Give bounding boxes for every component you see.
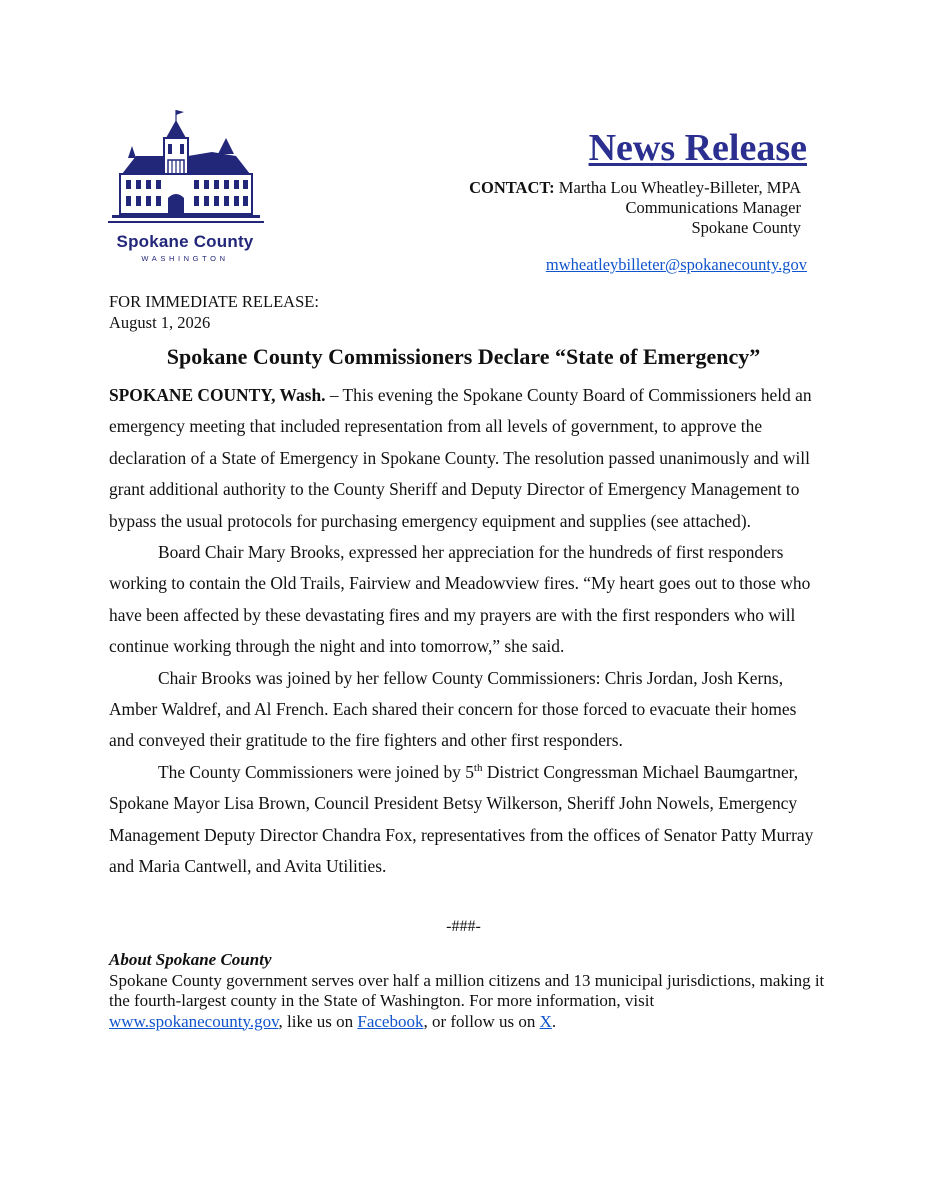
paragraph-4	[109, 757, 821, 883]
end-mark: -###-	[446, 918, 481, 935]
about-text	[109, 971, 829, 1033]
paragraph-4-start: The County Commissioners were joined by 5	[158, 761, 474, 782]
paragraph-1	[109, 380, 821, 537]
about-text-3: , or follow us on	[423, 1011, 540, 1031]
contact-org: Spokane County	[691, 218, 801, 237]
about-heading: About Spokane County	[109, 950, 272, 969]
facebook-link[interactable]: Facebook	[357, 1011, 424, 1031]
contact-label: CONTACT:	[469, 178, 555, 197]
courthouse-icon	[108, 108, 264, 232]
release-label: FOR IMMEDIATE RELEASE:	[109, 292, 319, 311]
about-text-2: , like us on	[278, 1011, 358, 1031]
about-text-4: .	[551, 1011, 557, 1031]
logo-state: WASHINGTON	[141, 254, 229, 263]
paragraph-4-rest: District Congressman Michael Baumgartner, Spokane Mayor Lisa Brown, Council President Betsy Wilkerson, Sheriff John Nowels, Emergency Management Deputy Director Chandra Fox, representatives from the offices of Senator Patty Murray and Maria Cantwell, and Avita Utilities.	[109, 761, 814, 877]
contact-block	[469, 178, 801, 238]
x-link[interactable]: X	[539, 1011, 552, 1031]
contact-line	[469, 178, 801, 198]
body-text	[109, 380, 821, 883]
website-link[interactable]: www.spokanecounty.gov	[109, 1011, 279, 1031]
release-date: August 1, 2026	[109, 313, 211, 332]
spokane-county-logo	[108, 108, 268, 266]
news-release-title: News Release	[588, 127, 807, 169]
ordinal-suffix: th	[473, 762, 483, 775]
paragraph-2: Board Chair Mary Brooks, expressed her appreciation for the hundreds of first responders working to contain the Old Trails, Fairview and Meadowview fires. “My heart goes out to those who have been affected by these devastating fires and my prayers are with the first responders who will continue working through the night and into tomorrow,” she said.	[109, 542, 811, 657]
logo-name: Spokane County	[116, 232, 254, 251]
headline: Spokane County Commissioners Declare “State of Emergency”	[166, 344, 761, 369]
contact-email-link[interactable]: mwheatleybilleter@spokanecounty.gov	[545, 255, 807, 274]
release-info	[109, 291, 319, 333]
about-text-1: Spokane County government serves over half a million citizens and 13 municipal jurisdictions, making it the fourth-largest county in the State of Washington. For more information, visit	[109, 970, 825, 1010]
contact-title: Communications Manager	[625, 198, 801, 217]
dateline: SPOKANE COUNTY, Wash.	[109, 385, 326, 405]
paragraph-3: Chair Brooks was joined by her fellow County Commissioners: Chris Jordan, Josh Kerns, Amber Waldref, and Al French. Each shared their concern for those forced to evacuate their homes and conveyed their gratitude to the fire fighters and other first responders.	[109, 667, 797, 751]
about-section	[109, 950, 829, 1032]
paragraph-1-text: – This evening the Spokane County Board of Commissioners held an emergency meeting that included representation from all levels of government, to approve the declaration of a State of Emergency in Spokane County. The resolution passed unanimously and will grant additional authority to the County Sheriff and Deputy Director of Emergency Management to bypass the usual protocols for purchasing emergency equipment and supplies (see attached).	[109, 385, 812, 531]
contact-name: Martha Lou Wheatley-Billeter, MPA	[554, 178, 801, 197]
